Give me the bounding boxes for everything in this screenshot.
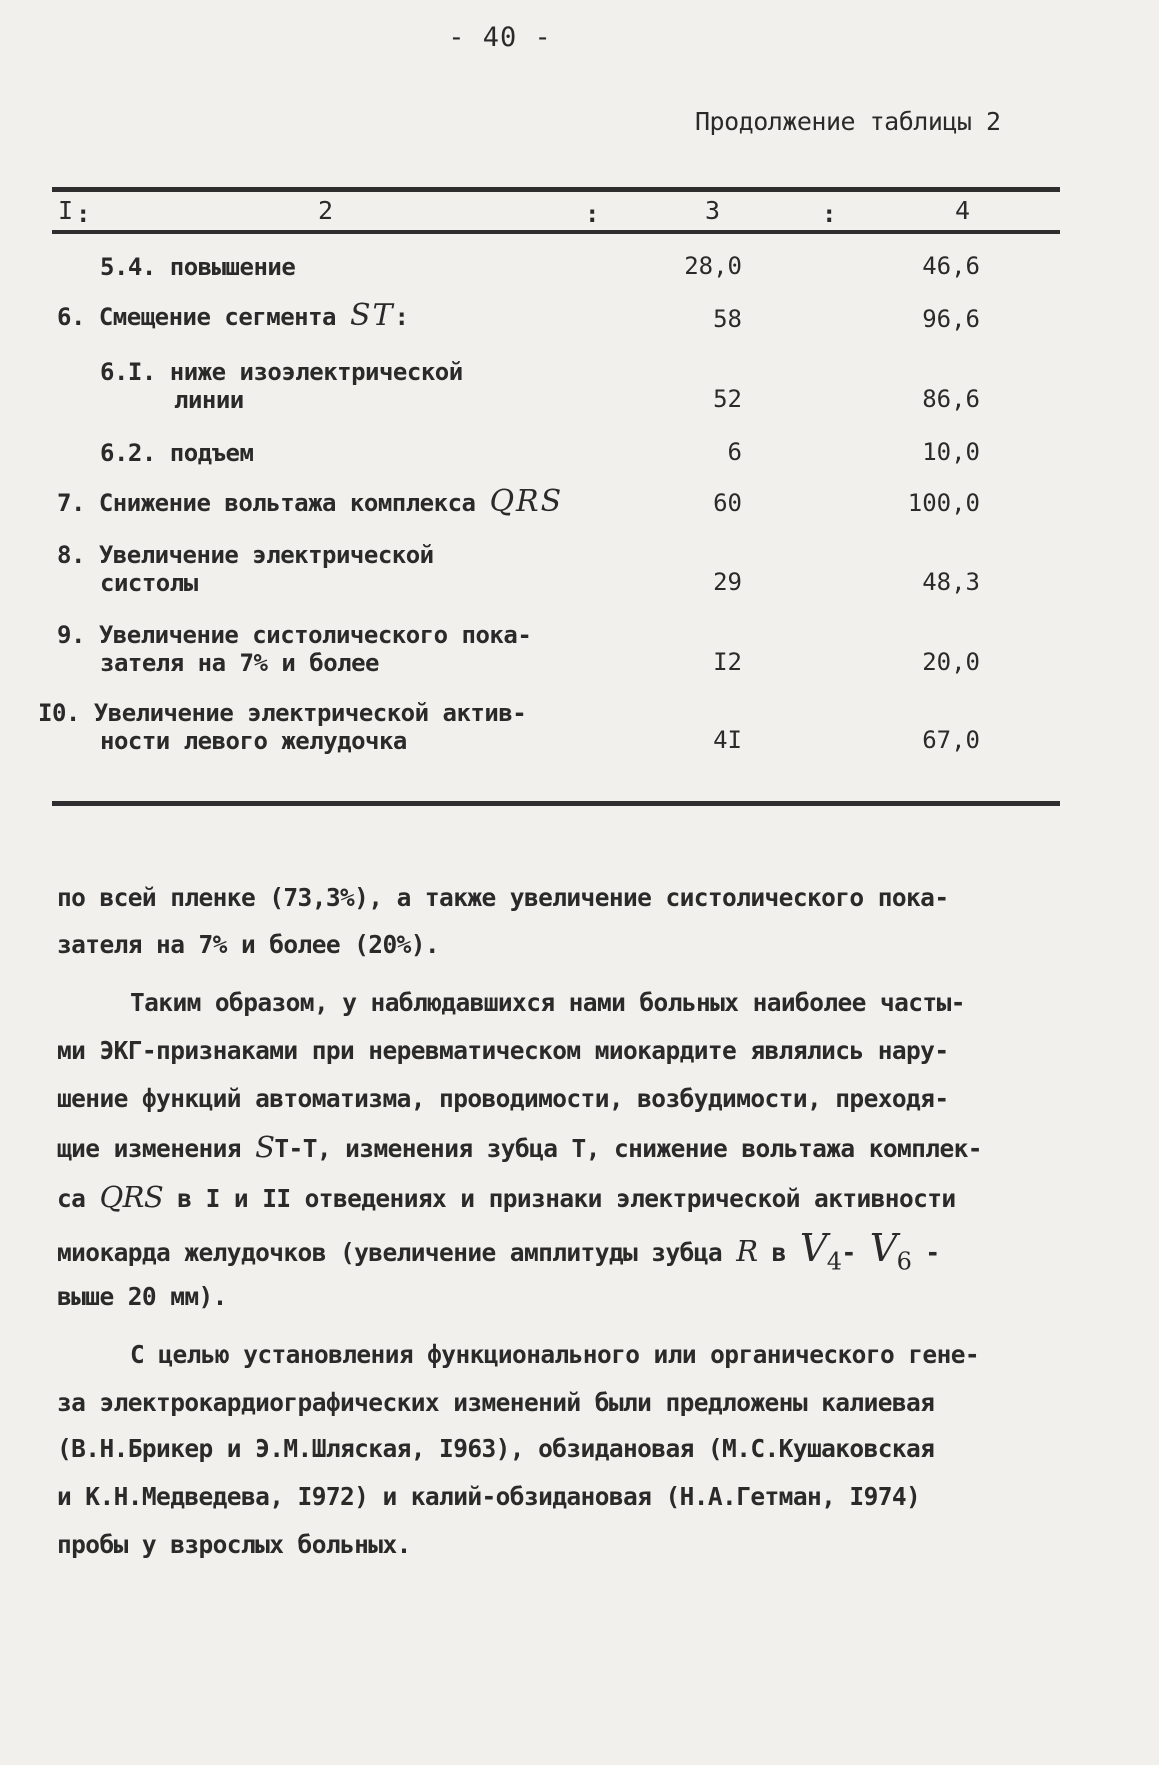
text-run: щие изменения (57, 1134, 256, 1163)
row-label-suffix: : (394, 303, 409, 331)
paragraph-line: Таким образом, у наблюдавшихся нами больных наиболее часты- (130, 988, 965, 1017)
handwritten-st: ST (349, 298, 395, 333)
cell-value-count: 4I (713, 726, 742, 754)
row-label: 6.2. подъем (100, 439, 254, 467)
paragraph-line: зателя на 7% и более (20%). (57, 930, 440, 959)
column-separator: : (585, 200, 600, 228)
handwritten-qrs: QRS (489, 484, 564, 519)
text-run: в (757, 1238, 800, 1267)
cell-value-percent: 96,6 (922, 305, 980, 333)
text-run: - (841, 1238, 870, 1267)
text-run: миокарда желудочков (увеличение амплитуды зубца (57, 1238, 737, 1267)
cell-value-percent: 100,0 (907, 489, 980, 517)
cell-value-percent: 86,6 (922, 385, 980, 413)
text-run: в I и II отведениях и признаки электрической активности (163, 1184, 956, 1213)
row-label-line-2: ности левого желудочка (100, 727, 407, 755)
cell-value-count: 28,0 (684, 252, 742, 280)
lead-v6: $V_6$ (869, 1226, 912, 1276)
cell-value-count: 6 (727, 438, 742, 466)
cell-value-count: 60 (713, 489, 742, 517)
cell-value-count: I2 (713, 648, 742, 676)
row-label: 7. Снижение вольтажа комплекса (57, 489, 476, 517)
cell-value-percent: 10,0 (922, 438, 980, 466)
paragraph-line: ми ЭКГ-признаками при неревматическом миокардите являлись нару- (57, 1036, 949, 1065)
paragraph-line (57, 1180, 956, 1214)
row-label: 5.4. повышение (100, 253, 296, 281)
column-separator: : (822, 200, 837, 228)
paragraph-line (57, 1130, 982, 1164)
row-label-line-1: 8. Увеличение электрической (57, 541, 434, 569)
paragraph-line: по всей пленке (73,3%), а также увеличение систолического пока- (57, 883, 949, 912)
paragraph-line (57, 1226, 940, 1276)
table-caption: Продолжение таблицы 2 (695, 107, 1001, 136)
cell-value-count: 29 (713, 568, 742, 596)
paragraph-line: и К.Н.Медведева, I972) и калий-обзидановая (Н.А.Гетман, I974) (57, 1482, 921, 1511)
row-label-line-2: линии (174, 386, 244, 414)
column-header-4: 4 (955, 196, 971, 225)
paragraph-line: шение функций автоматизма, проводимости, возбудимости, преходя- (57, 1084, 949, 1113)
row-label-line-1: 6.I. ниже изоэлектрической (100, 358, 463, 386)
cell-value-percent: 48,3 (922, 568, 980, 596)
handwritten-r: R (736, 1234, 758, 1268)
cell-value-count: 52 (713, 385, 742, 413)
table-top-rule (52, 187, 1060, 192)
text-run: T-T, изменения зубца Т, снижение вольтажа комплек- (274, 1134, 982, 1163)
cell-value-percent: 20,0 (922, 648, 980, 676)
cell-value-percent: 67,0 (922, 726, 980, 754)
page-number: - 40 - (448, 22, 552, 53)
table-header-rule (52, 230, 1060, 234)
column-header-2: 2 (318, 196, 334, 225)
text-run: са (57, 1184, 100, 1213)
lead-v4: $V_4$ (799, 1226, 842, 1276)
table-bottom-rule (52, 801, 1060, 806)
paragraph-line: (В.Н.Брикер и Э.М.Шляская, I963), обзидановая (М.С.Кушаковская (57, 1434, 935, 1463)
paragraph-line: выше 20 мм). (57, 1282, 227, 1311)
row-label-line-1: I0. Увеличение электрической актив- (38, 699, 527, 727)
row-label-line-2: систолы (100, 569, 198, 597)
paragraph-line: за электрокардиографических изменений были предложены калиевая (57, 1388, 935, 1417)
row-label-line-2: зателя на 7% и более (100, 649, 379, 677)
paragraph-line: С целью установления функционального или органического гене- (130, 1340, 980, 1369)
column-header-1: I (58, 196, 74, 225)
row-label-line-1: 9. Увеличение систолического пока- (57, 621, 532, 649)
column-header-3: 3 (705, 196, 721, 225)
cell-value-percent: 46,6 (922, 252, 980, 280)
column-separator: : (76, 200, 91, 228)
row-label: 6. Смещение сегмента (57, 303, 336, 331)
text-run: - (911, 1238, 940, 1267)
paragraph-line: пробы у взрослых больных. (57, 1530, 411, 1559)
cell-value-count: 58 (713, 305, 742, 333)
handwritten-qrs: QRS (99, 1180, 164, 1214)
handwritten-s: S (255, 1130, 275, 1164)
